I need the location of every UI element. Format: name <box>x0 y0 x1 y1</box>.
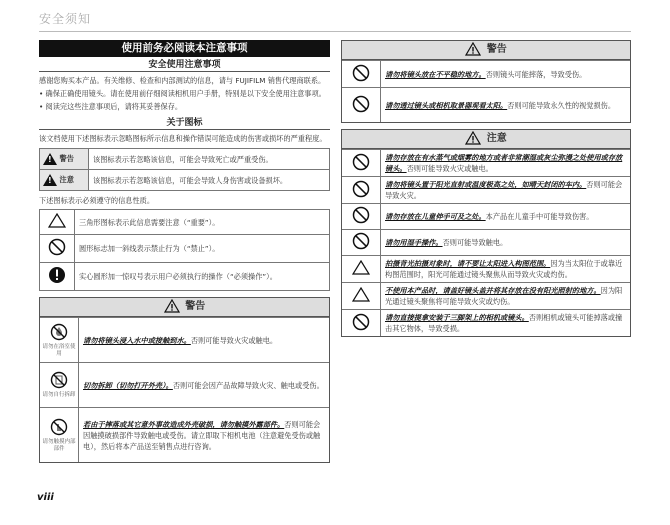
prohibited-icon <box>352 153 370 171</box>
icons-subtitle: 关于图标 <box>39 117 330 130</box>
caution-text-cell <box>381 310 631 337</box>
warning-item <box>342 88 630 123</box>
symbol-icon-cell <box>40 235 75 263</box>
caution-item <box>342 256 630 283</box>
warning-panel-title: 警告 <box>342 41 630 60</box>
symbol-desc-mandatory: 实心圆形加一惊叹号表示用户必须执行的操作（“必须操作”）。 <box>75 263 330 291</box>
no-water-icon <box>50 323 68 341</box>
intro-text: 感谢您购买本产品。有关维修、检查和内部测试的信息，请与 FUJIFILM 销售代理商联系。 <box>39 76 326 85</box>
caution-icon-cell <box>342 256 381 283</box>
prohibited-icon <box>352 180 370 198</box>
bullet-2: • 阅读完这些注意事项后，请将其妥善保存。 <box>39 102 183 111</box>
main-title: 使用前务必阅读本注意事项 <box>39 40 330 57</box>
warning-body-text: 否则可能会因产品故障导致火灾、触电或受伤。 <box>172 380 324 390</box>
caution-icon-cell <box>342 177 381 204</box>
warning-item <box>342 61 630 88</box>
caution-icon-cell <box>342 150 381 177</box>
severity-table <box>39 148 330 191</box>
symbol-row-prohibited <box>40 235 330 263</box>
bullet-1: • 确保正确使用镜头。请在使用前仔细阅读相机用户手册，特别是以下安全使用注意事项。 <box>39 89 326 98</box>
prohibited-icon <box>352 95 370 113</box>
caution-bold-text: 请勿直接提拿安装于三脚架上的相机或镜头。 <box>385 313 529 322</box>
caution-icon-cell <box>342 230 381 256</box>
warning-icon-cell <box>40 318 79 363</box>
caution-text-cell <box>381 204 631 230</box>
caution-bold-text: 请勿将镜头置于阳光直射或温度极高之处，如晴天封闭的车内。 <box>385 180 587 189</box>
caution-text-cell <box>381 283 631 310</box>
warning-body-text: 否则可能导致永久性的视觉损伤。 <box>507 100 616 110</box>
caution-item <box>342 310 630 337</box>
caution-body-text: 因为阳光通过镜头聚焦将可能导致火灾或灼伤。 <box>385 286 623 306</box>
warning-body-text: 否则可能导致火灾或触电。 <box>190 335 278 345</box>
right-column <box>341 40 631 337</box>
warning-text-cell <box>79 408 330 463</box>
page-number: viii <box>37 492 54 503</box>
page-header-title: 安全须知 <box>39 12 92 26</box>
no-disassemble-icon <box>50 371 68 389</box>
warning-icon-caption: 请勿触摸内部部件 <box>42 438 76 452</box>
symbols-table <box>39 209 330 291</box>
prohibited-icon <box>352 206 370 224</box>
warning-bold-text: 切勿拆卸（切勿打开外壳）。 <box>83 380 173 390</box>
warning-panel-right <box>341 40 631 123</box>
prohibited-icon <box>48 238 66 256</box>
safety-subtitle: 安全使用注意事项 <box>39 59 330 72</box>
caution-text-cell <box>381 150 631 177</box>
triangle-icon <box>352 287 370 302</box>
caution-label: 注意 <box>59 175 74 184</box>
warning-outline-icon <box>164 299 182 314</box>
caution-body-text: 否则相机或镜头可能掉落或撞击其它物体，导致受损。 <box>385 313 623 333</box>
severity-row-caution <box>40 170 330 191</box>
warning-icon-cell <box>40 363 79 408</box>
warning-panel-left <box>39 297 330 463</box>
caution-icon-cell <box>342 204 381 230</box>
warning-label: 警告 <box>59 154 74 163</box>
caution-bold-text: 请勿存放在有水蒸气或烟雾的地方或者非常潮湿或灰尘弥漫之处使用或存放镜头。 <box>385 153 623 173</box>
mandatory-icon <box>48 266 66 284</box>
caution-body-text: 否则可能导致触电。 <box>442 238 508 247</box>
warning-panel-title: 警告 <box>40 298 329 317</box>
symbol-desc-prohibited: 圆形标志加一斜线表示禁止行为（“禁止”）。 <box>75 235 330 263</box>
header-divider <box>39 31 631 32</box>
caution-triangle-icon <box>43 174 57 186</box>
caution-icon-cell <box>342 310 381 337</box>
caution-item <box>342 150 630 177</box>
caution-outline-icon <box>465 131 483 146</box>
caution-body-text: 因为当太阳位于或靠近构图范围时，阳光可能通过镜头聚焦从而导致火灾或灼伤。 <box>385 259 623 279</box>
caution-item <box>342 204 630 230</box>
caution-body-text: 否则可能导致火灾或触电。 <box>406 164 493 173</box>
warning-item <box>40 318 329 363</box>
symbol-desc-triangle: 三角形图标表示此信息需要注意（“重要”）。 <box>75 210 330 235</box>
warning-item <box>40 363 329 408</box>
warning-icon-cell <box>342 88 381 123</box>
warning-desc: 该图标表示若忽略该信息，可能会导致死亡或严重受伤。 <box>89 149 330 170</box>
warning-text-cell <box>79 318 330 363</box>
caution-item <box>342 283 630 310</box>
symbol-icon-cell <box>40 263 75 291</box>
caution-icon-cell <box>342 283 381 310</box>
symbol-row-triangle <box>40 210 330 235</box>
symbols-intro: 下述图标表示必须遵守的信息性质。 <box>39 196 155 205</box>
warning-outline-icon <box>465 42 483 57</box>
caution-list <box>342 149 630 336</box>
caution-text-cell <box>381 230 631 256</box>
caution-bold-text: 请勿用湿手操作。 <box>385 238 443 247</box>
caution-body-text: 本产品在儿童手中可能导致伤害。 <box>485 212 594 221</box>
caution-desc: 该图标表示若忽略该信息，可能会导致人身伤害或设备损坏。 <box>89 170 330 191</box>
warning-list-right <box>342 60 630 122</box>
warning-label-cell <box>40 149 89 170</box>
caution-panel-title: 注意 <box>342 130 630 149</box>
caution-bold-text: 不使用本产品时，请盖好镜头盖并将其存放在没有阳光照射的地方。 <box>385 286 601 295</box>
warning-list-left <box>40 317 329 462</box>
prohibited-icon <box>352 313 370 331</box>
caution-panel <box>341 129 631 337</box>
warning-text-cell <box>381 61 631 88</box>
warning-text-cell <box>381 88 631 123</box>
caution-item <box>342 177 630 204</box>
severity-row-warning <box>40 149 330 170</box>
warning-bold-text: 若由于摔落或其它意外事故造成外壳破损，请勿触摸外露部件。 <box>83 419 285 429</box>
caution-label-cell <box>40 170 89 191</box>
prohibited-icon <box>352 232 370 250</box>
triangle-icon <box>48 213 66 228</box>
caution-bold-text: 请勿存放在儿童伸手可及之处。 <box>385 212 486 221</box>
caution-bold-text: 拍摄背光拍摄对象时，请不要让太阳进入构图范围。 <box>385 259 551 268</box>
warning-icon-cell <box>40 408 79 463</box>
triangle-icon <box>352 260 370 275</box>
warning-body-text: 否则可能会因触摸破损部件导致触电或受伤。请立即取下相机电池（注意避免受伤或触电），然后将本产品送至销售点进行咨询。 <box>83 419 321 451</box>
warning-icon-caption: 请勿自行拆卸 <box>42 392 76 398</box>
caution-text-cell <box>381 256 631 283</box>
warning-text-cell <box>79 363 330 408</box>
warning-body-text: 否则镜头可能摔落，导致受伤。 <box>485 69 587 79</box>
warning-triangle-icon <box>43 153 57 165</box>
symbol-row-mandatory <box>40 263 330 291</box>
warning-icon-cell <box>342 61 381 88</box>
warning-item <box>40 408 329 463</box>
symbol-icon-cell <box>40 210 75 235</box>
icons-intro: 该文档使用下述图标表示忽略图标所示信息和操作错误可能造成的伤害或损坏的严重程度。 <box>39 134 327 143</box>
warning-icon-caption: 请勿在浴室使用 <box>42 343 76 357</box>
no-touch-icon <box>50 418 68 436</box>
left-column <box>39 40 330 463</box>
caution-item <box>342 230 630 256</box>
warning-bold-text: 请勿将镜头浸入水中或接触到水。 <box>83 335 191 345</box>
warning-bold-text: 请勿透过镜头或相机取景器观看太阳。 <box>385 100 508 110</box>
warning-bold-text: 请勿将镜头放在不平稳的地方。 <box>385 69 486 79</box>
caution-body-text: 否则可能会导致火灾。 <box>385 180 623 200</box>
prohibited-icon <box>352 64 370 82</box>
caution-text-cell <box>381 177 631 204</box>
